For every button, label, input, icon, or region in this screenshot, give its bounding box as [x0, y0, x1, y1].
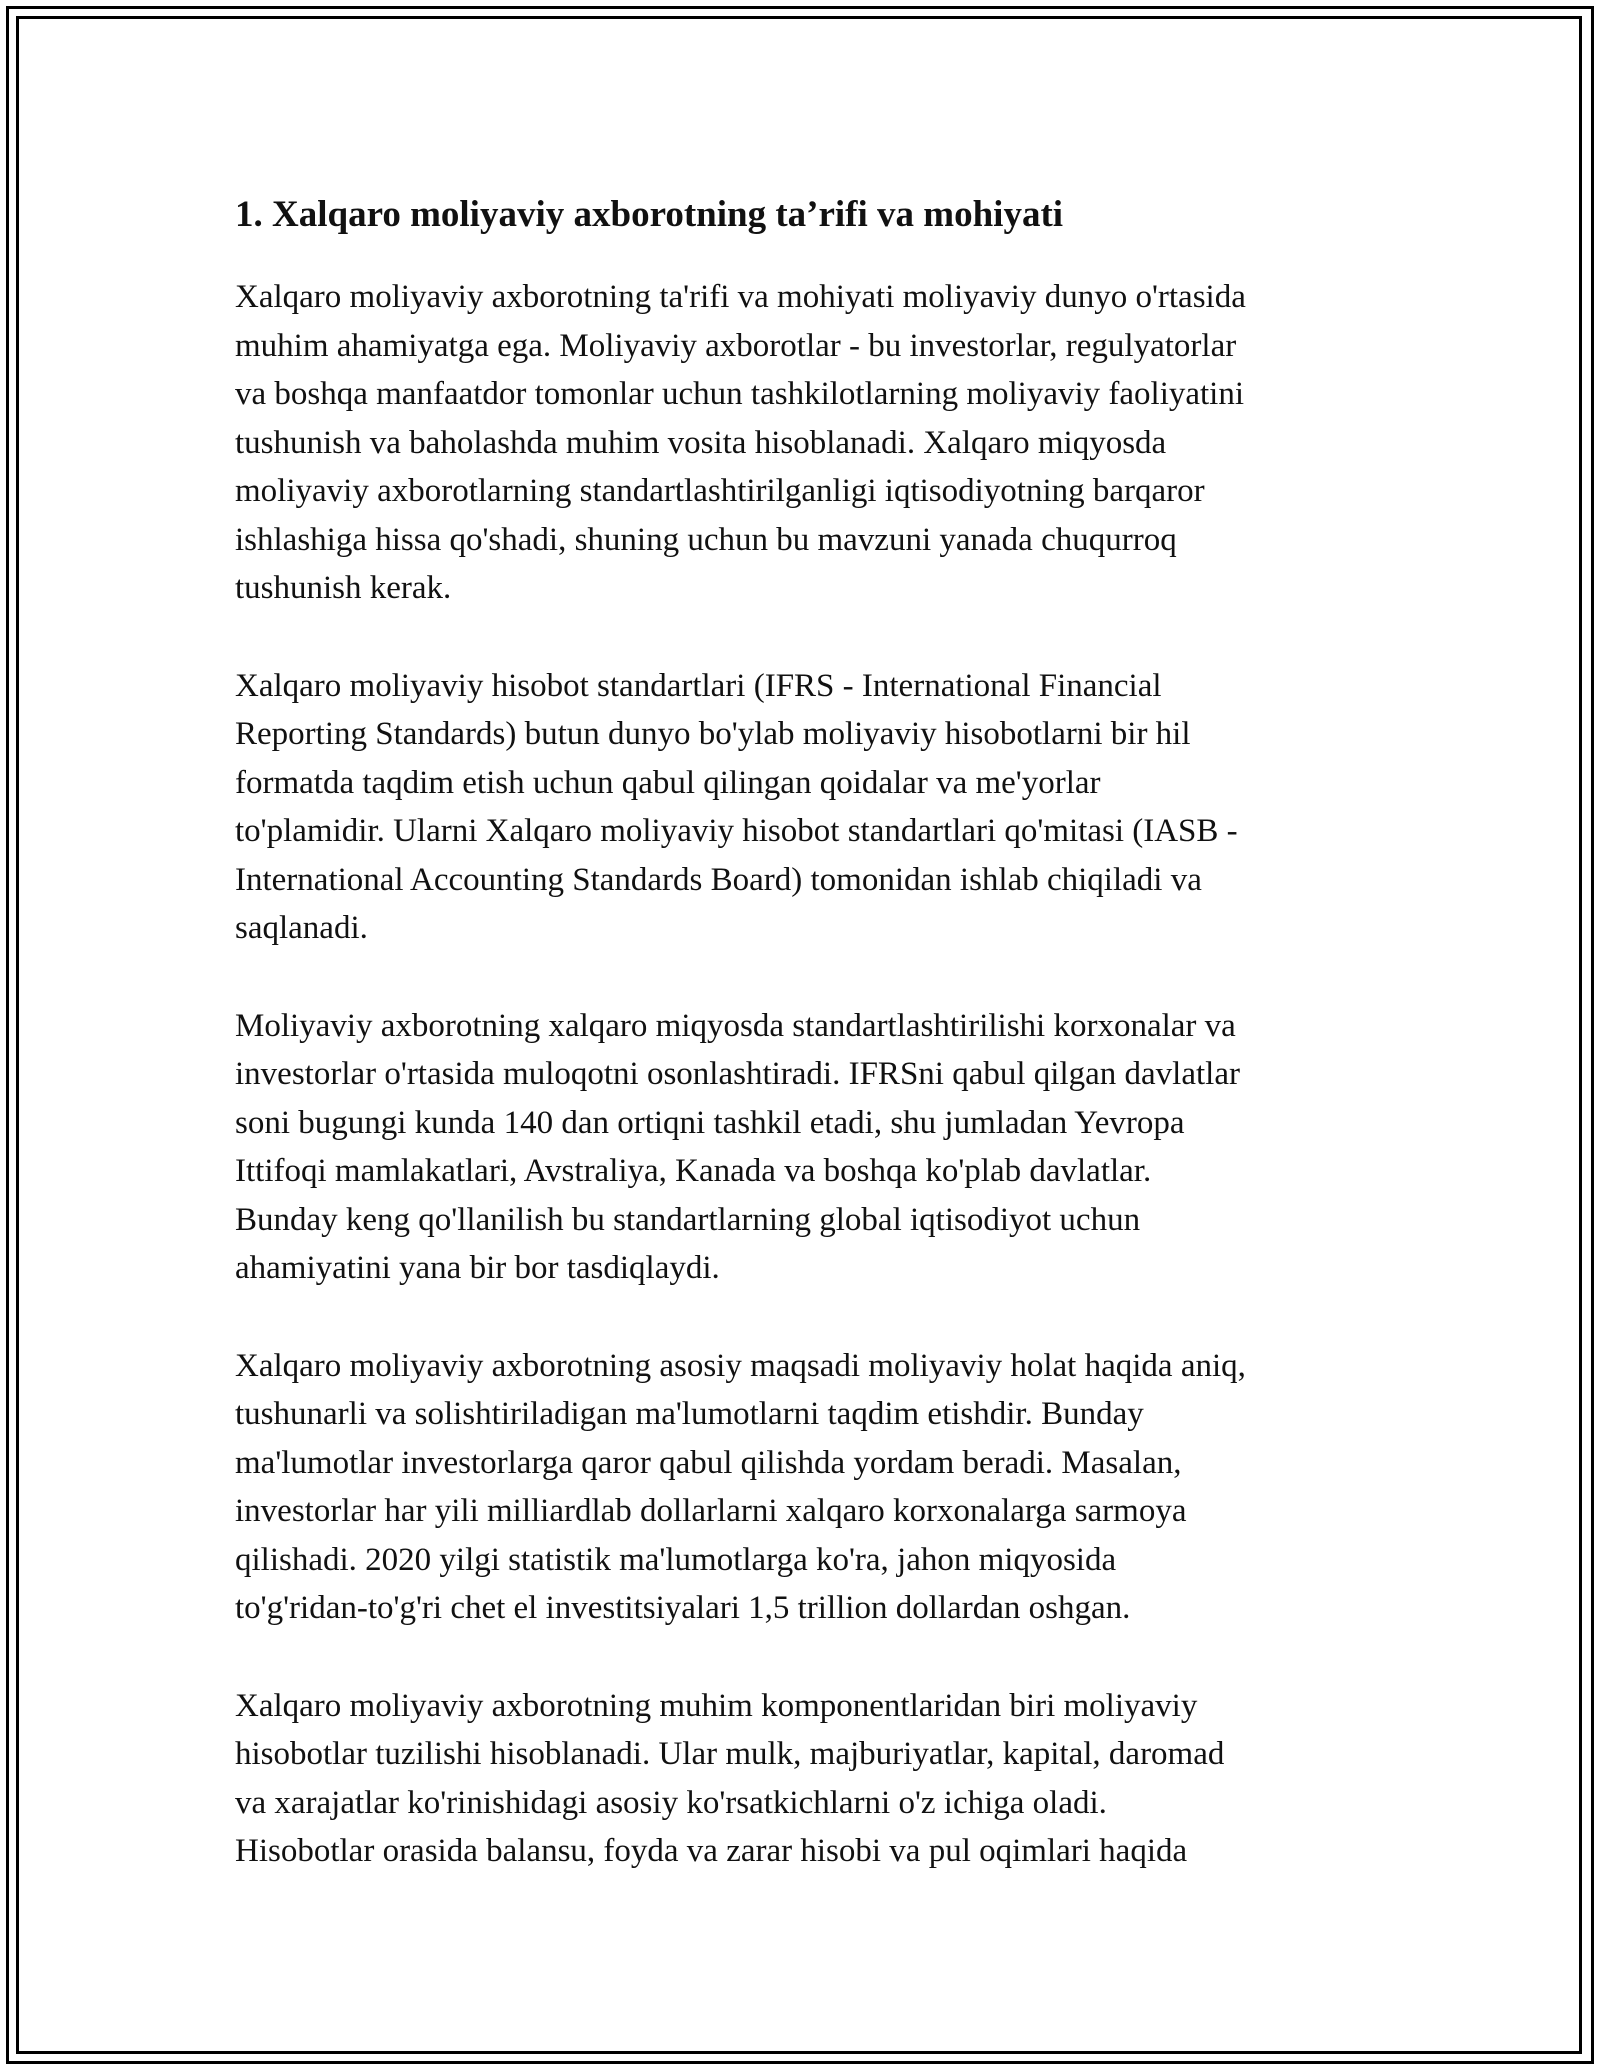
paragraph-line: Xalqaro moliyaviy axborotning ta'rifi va mohiyati moliyaviy dunyo o'rtasida [235, 279, 1246, 315]
paragraph [235, 1002, 1385, 1293]
paragraph-line: saqlanadi. [235, 910, 368, 946]
paragraph-line: Ittifoqi mamlakatlari, Avstraliya, Kanada va boshqa ko'plab davlatlar. [235, 1153, 1152, 1189]
paragraph-line: va xarajatlar ko'rinishidagi asosiy ko'rsatkichlarni o'z ichiga oladi. [235, 1784, 1107, 1821]
paragraph-line: to'plamidir. Ularni Xalqaro moliyaviy hisobot standartlari qo'mitasi (IASB - [235, 813, 1238, 849]
paragraph-line: investorlar o'rtasida muloqotni osonlashtiradi. IFRSni qabul qilgan davlatlar [235, 1056, 1240, 1092]
paragraph-line: Hisobotlar orasida balansu, foyda va zarar hisobi va pul oqimlari haqida [235, 1833, 1188, 1869]
paragraph-line: tushunish kerak. [235, 570, 452, 606]
paragraph-line: ma'lumotlar investorlarga qaror qabul qilishda yordam beradi. Masalan, [235, 1444, 1182, 1481]
paragraph-line: muhim ahamiyatga ega. Moliyaviy axborotlar - bu investorlar, regulyatorlar [235, 327, 1237, 364]
paragraph-line: Xalqaro moliyaviy hisobot standartlari (IFRS - International Financial [235, 667, 1162, 704]
paragraph-line: qilishadi. 2020 yilgi statistik ma'lumotlarga ko'ra, jahon miqyosida [235, 1541, 1117, 1578]
paragraph [235, 273, 1385, 613]
paragraph-line: tushunarli va solishtiriladigan ma'lumotlarni taqdim etishdir. Bunday [235, 1396, 1144, 1432]
paragraph-line: Bunday keng qo'llanilish bu standartlarning global iqtisodiyot uchun [235, 1201, 1141, 1238]
document-body [235, 185, 1385, 1925]
paragraph-line: Moliyaviy axborotning xalqaro miqyosda standartlashtirilishi korxonalar va [235, 1007, 1236, 1044]
paragraph-line: moliyaviy axborotlarning standartlashtirilganligi iqtisodiyotning barqaror [235, 473, 1205, 509]
paragraph-line: investorlar har yili milliardlab dollarlarni xalqaro korxonalarga sarmoya [235, 1493, 1187, 1529]
paragraph-line: Xalqaro moliyaviy axborotning asosiy maqsadi moliyaviy holat haqida aniq, [235, 1347, 1246, 1384]
paragraph-line: hisobotlar tuzilishi hisoblanadi. Ular mulk, majburiyatlar, kapital, daromad [235, 1736, 1225, 1772]
paragraph-line: ishlashiga hissa qo'shadi, shuning uchun bu mavzuni yanada chuqurroq [235, 521, 1177, 558]
paragraph-line: Reporting Standards) butun dunyo bo'ylab moliyaviy hisobotlarni bir hil [235, 716, 1191, 752]
paragraph-line: ahamiyatini yana bir bor tasdiqlaydi. [235, 1250, 720, 1286]
paragraph [235, 1682, 1385, 1876]
paragraph-line: to'g'ridan-to'g'ri chet el investitsiyalari 1,5 trillion dollardan oshgan. [235, 1590, 1131, 1626]
paragraph-line: formatda taqdim etish uchun qabul qilingan qoidalar va me'yorlar [235, 764, 1101, 801]
paragraph [235, 1342, 1385, 1633]
paragraph-line: tushunish va baholashda muhim vosita hisoblanadi. Xalqaro miqyosda [235, 424, 1167, 461]
paragraph-line: va boshqa manfaatdor tomonlar uchun tashkilotlarning moliyaviy faoliyatini [235, 376, 1245, 412]
paragraph-list [235, 273, 1385, 1876]
paragraph-line: soni bugungi kunda 140 dan ortiqni tashkil etadi, shu jumladan Yevropa [235, 1104, 1185, 1141]
section-heading: 1. Xalqaro moliyaviy axborotning ta’rifi va mohiyati [235, 194, 1064, 235]
paragraph-line: International Accounting Standards Board) tomonidan ishlab chiqiladi va [235, 861, 1202, 898]
paragraph [235, 662, 1385, 953]
paragraph-line: Xalqaro moliyaviy axborotning muhim komponentlaridan biri moliyaviy [235, 1687, 1198, 1724]
